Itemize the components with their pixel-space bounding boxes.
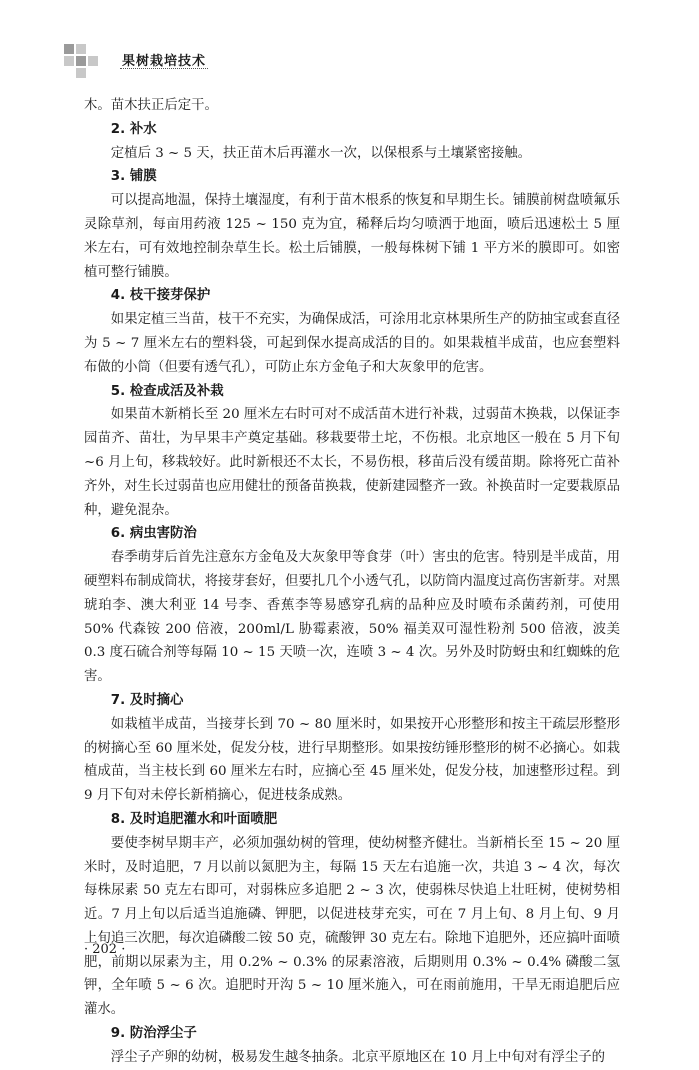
section-heading: 6. 病虫害防治 (110, 526, 197, 542)
header-square-icon (76, 68, 86, 78)
page-body (84, 94, 620, 1070)
continued-text: 木。苗木扶正后定干。 (84, 98, 218, 113)
header-dotted-rule (120, 68, 208, 69)
section-heading: 7. 及时摘心 (110, 692, 184, 708)
section-heading: 3. 铺膜 (110, 169, 157, 185)
section-heading: 4. 枝干接芽保护 (110, 288, 211, 304)
paragraph: 可以提高地温，保持土壤湿度，有利于苗木根系的恢复和早期生长。铺膜前树盘喷氟乐灵除草剂，每亩用药液 125 ~ 150 克为宜，稀释后均匀喷洒于地面，喷后迅速松土 5 厘米左右，可有效地控制杂草生长。松土后铺膜，一般每株树下铺 1 平方米的膜即可。如密植可整行铺膜。 (84, 193, 620, 280)
paragraph: 要使李树早期丰产，必须加强幼树的管理，使幼树整齐健壮。当新梢长至 15 ~ 20 厘米时，及时追肥，7 月以前以氮肥为主，每隔 15 天左右追施一次，共追 3 ~ 4 次，每次每株尿素 50 克左右即可，对弱株应多追肥 2 ~ 3 次，使弱株尽快追上壮旺树，使树势相近。7 月上旬以后适当追施磷、钾肥，以促进枝芽充实，可在 7 月上旬、8 月上旬、9 月上旬追三次肥，每次追磷酸二铵 50 克，硫酸钾 30 克左右。除地下追肥外，还应搞叶面喷肥，前期以尿素为主，用 0.2% ~ 0.3% 的尿素溶液，后期则用 0.3% ~ 0.4% 磷酸二氢钾，全年喷 5 ~ 6 次。追肥时开沟 5 ~ 10 厘米施入，可在雨前施用，干旱无雨追肥后应灌水。 (84, 835, 620, 1018)
header-square-icon (88, 56, 98, 66)
paragraph: 浮尘子产卵的幼树，极易发生越冬抽条。北京平原地区在 10 月上中旬对有浮尘子的 (110, 1049, 606, 1065)
paragraph: 如果苗木新梢长至 20 厘米左右时可对不成活苗木进行补栽，过弱苗木换栽，以保证李园苗齐、苗壮，为早果丰产奠定基础。移栽要带土坨，不伤根。北京地区一般在 5 月下旬 ~6 月上旬，移栽较好。此时新根还不太长，不易伤根，移苗后没有缓苗期。除将死亡苗补齐外，对生长过弱苗也应用健壮的预备苗换栽，使新建园整齐一致。补换苗时一定要栽原品种，避免混杂。 (84, 407, 620, 518)
paragraph: 如栽植半成苗，当接芽长到 70 ~ 80 厘米时，如果按开心形整形和按主干疏层形整形的树摘心至 60 厘米处，促发分枝，进行早期整形。如果按纺锤形整形的树不必摘心。如栽植成苗，当主枝长到 60 厘米左右时，应摘心至 45 厘米处，促发分枝，加速整形过程。到 9 月下旬对未停长新梢摘心，促进枝条成熟。 (84, 716, 620, 804)
header-square-icon (64, 44, 74, 54)
header-square-icon (76, 44, 86, 54)
header-square-icon (64, 56, 74, 66)
section-heading: 5. 检查成活及补栽 (110, 383, 224, 399)
paragraph: 春季萌芽后首先注意东方金龟及大灰象甲等食芽（叶）害虫的危害。特别是半成苗，用硬塑料布制成筒状，将接芽套好，但要扎几个小透气孔，以防筒内温度过高伤害新芽。对黑琥珀李、澳大利亚 14 号李、香蕉李等易感穿孔病的品种应及时喷布杀菌药剂，可使用 50% 代森铵 200 倍液，200ml/L 胁霉素液，50% 福美双可湿性粉剂 500 倍液，波美 0.3 度石硫合剂等每隔 10 ~ 15 天喷一次，连喷 3 ~ 4 次。另外及时防蚜虫和红蜘蛛的危害。 (84, 550, 620, 685)
section-heading: 8. 及时追肥灌水和叶面喷肥 (110, 811, 278, 827)
paragraph: 定植后 3 ~ 5 天，扶正苗木后再灌水一次，以保根系与土壤紧密接触。 (110, 145, 532, 161)
paragraph: 如果定植三当苗，枝干不充实，为确保成活，可涂用北京林果所生产的防抽宝或套直径为 5 ~ 7 厘米左右的塑料袋，可起到保水提高成活的目的。如果栽植半成苗，也应套塑料布做的小筒（但要有透气孔），可防止东方金龟子和大灰象甲的危害。 (84, 312, 620, 375)
section-heading: 9. 防治浮尘子 (110, 1026, 197, 1042)
book-title: 果树栽培技术 (122, 54, 207, 69)
header-square-icon (76, 56, 86, 66)
page-number: · 202 · (84, 942, 126, 957)
section-heading: 2. 补水 (110, 121, 157, 137)
running-header (64, 44, 624, 78)
